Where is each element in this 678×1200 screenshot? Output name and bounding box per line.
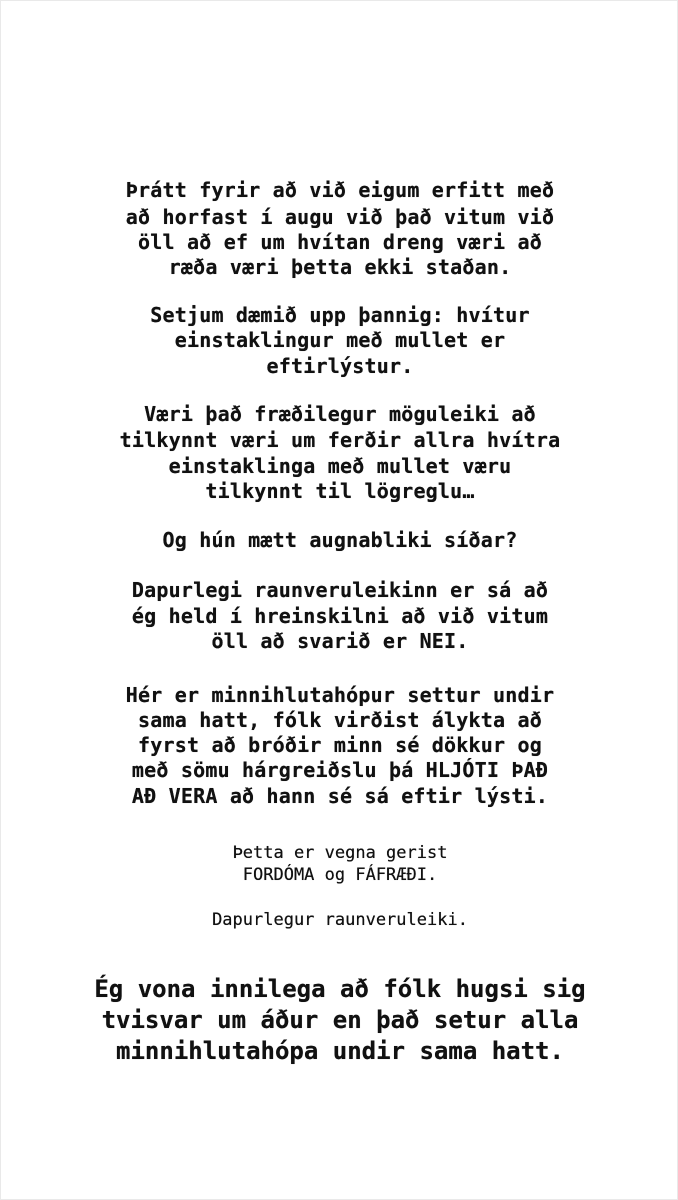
story-line-small: FORDÓMA og FÁFRÆÐI. xyxy=(242,865,438,885)
story-line-large: minnihlutahópa undir sama hatt. xyxy=(116,1037,564,1065)
story-line: fyrst að bróðir minn sé dökkur og xyxy=(138,733,542,757)
story-line: eftirlýstur. xyxy=(266,354,414,378)
story-line: AÐ VERA að hann sé sá eftir lýsti. xyxy=(131,784,549,808)
story-line: Þrátt fyrir að við eigum erfitt með xyxy=(125,178,555,202)
story-line-small: Þetta er vegna gerist xyxy=(232,843,448,863)
story-line: tilkynnt væri um ferðir allra hvítra xyxy=(119,428,561,452)
story-line-small: Dapurlegur raunveruleiki. xyxy=(212,910,468,930)
story-line: með sömu hárgreiðslu þá HLJÓTI ÞAÐ xyxy=(131,758,549,782)
story-line: Hér er minnihlutahópur settur undir xyxy=(125,683,555,707)
story-line: einstaklingur með mullet er xyxy=(174,328,506,352)
story-line: öll að svarið er NEI. xyxy=(211,629,469,653)
story-line-large: tvisvar um áður en það setur alla xyxy=(101,1006,579,1034)
story-line: öll að ef um hvítan dreng væri að xyxy=(138,230,542,254)
story-line: Og hún mætt augnabliki síðar? xyxy=(162,528,518,552)
story-line-large: Ég vona innilega að fólk hugsi sig xyxy=(94,975,586,1003)
story-line: sama hatt, fólk virðist álykta að xyxy=(138,708,542,732)
story-line: Setjum dæmið upp þannig: hvítur xyxy=(150,303,530,327)
story-line: Væri það fræðilegur möguleiki að xyxy=(144,402,536,426)
story-line: að horfast í augu við það vitum við xyxy=(125,205,555,229)
story-line: tilkynnt til lögreglu… xyxy=(205,479,475,503)
story-line: Dapurlegi raunveruleikinn er sá að xyxy=(131,578,549,602)
story-line: ræða væri þetta ekki staðan. xyxy=(168,255,512,279)
story-line: ég held í hreinskilni að við vitum xyxy=(131,604,549,628)
story-line: einstaklinga með mullet væru xyxy=(168,454,512,478)
